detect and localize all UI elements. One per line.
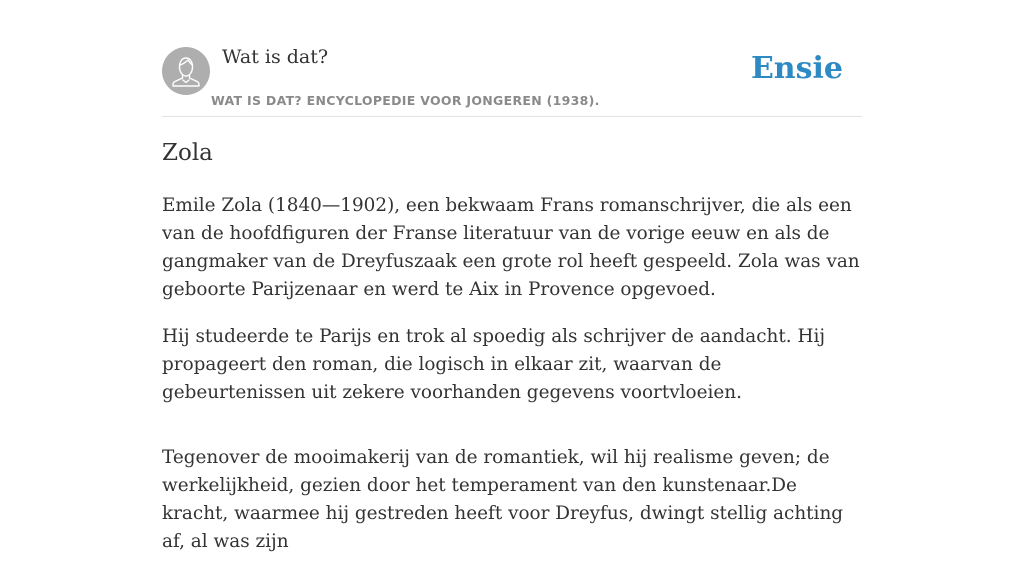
user-icon: [162, 47, 210, 95]
avatar[interactable]: [162, 47, 210, 95]
source-subtitle: WAT IS DAT? ENCYCLOPEDIE VOOR JONGEREN (1938).: [211, 93, 600, 108]
entry-paragraph: Hij studeerde te Parijs en trok al spoedig als schrijver de aandacht. Hij propageert den roman, die logisch in elkaar zit, waarvan de gebeurtenissen uit zekere voorhanden gegevens voortvloeien.: [162, 326, 826, 403]
entry-paragraph: Tegenover de mooimakerij van de romantiek, wil hij realisme geven; de werkelijkheid, gezien door het temperament van den kunstenaar.De kracht, waarmee hij gestreden heeft voor Dreyfus, dwingt stellig achting af, al was zijn: [162, 447, 844, 552]
entry-body: [162, 192, 862, 575]
source-header: [162, 0, 862, 117]
brand-logo[interactable]: Ensie: [750, 51, 843, 86]
source-title[interactable]: Wat is dat?: [222, 46, 329, 68]
entry-title: Zola: [162, 140, 213, 166]
entry-paragraph: Emile Zola (1840—1902), een bekwaam Frans romanschrijver, die als een van de hoofdfiguren der Franse literatuur van de vorige eeuw en als de gangmaker van de Dreyfuszaak een grote rol heeft gespeeld. Zola was van geboorte Parijzenaar en werd te Aix in Provence opgevoed.: [162, 195, 860, 300]
content-container: [162, 0, 862, 552]
